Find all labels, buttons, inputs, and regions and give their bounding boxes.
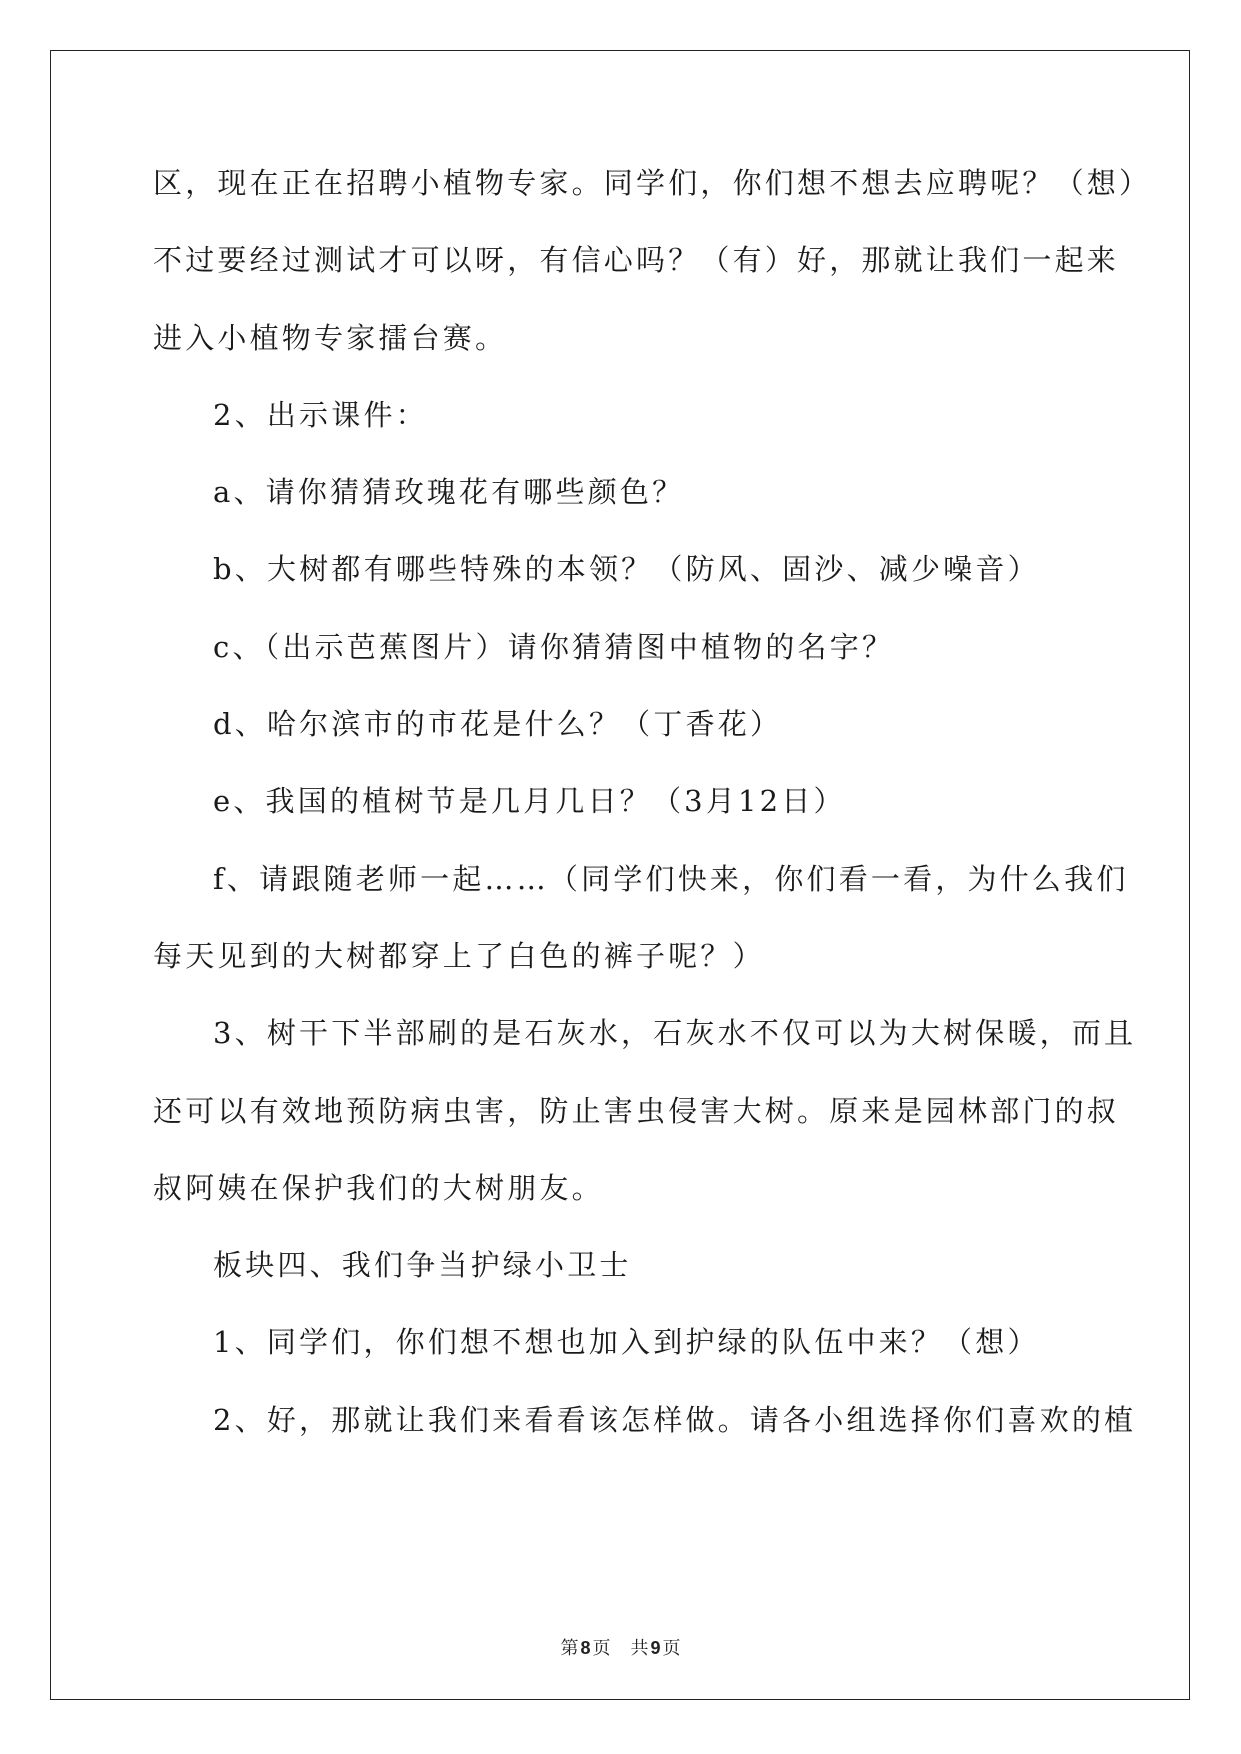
text-line: 3、树干下半部刷的是石灰水，石灰水不仅可以为大树保暖，而且 — [213, 1016, 1137, 1051]
text-line: 1、同学们，你们想不想也加入到护绿的队伍中来？（想） — [213, 1325, 1040, 1360]
text-line: d、哈尔滨市的市花是什么？（丁香花） — [213, 707, 783, 742]
total-suffix: 页 — [662, 1638, 681, 1659]
text-line: c、（出示芭蕉图片）请你猜猜图中植物的名字？ — [213, 629, 895, 664]
text-line: 2、好，那就让我们来看看该怎样做。请各小组选择你们喜欢的植 — [213, 1402, 1137, 1437]
text-line: 还可以有效地预防病虫害，防止害虫侵害大树。原来是园林部门的叔 — [153, 1093, 1120, 1128]
text-line: 不过要经过测试才可以呀，有信心吗？（有）好，那就让我们一起来 — [153, 243, 1120, 278]
text-line: 每天见到的大树都穿上了白色的裤子呢？） — [153, 938, 765, 973]
page-suffix: 页 — [592, 1638, 611, 1659]
page-footer — [0, 1634, 1241, 1660]
document-body — [153, 160, 1152, 1474]
current-page-number: 8 — [580, 1638, 591, 1658]
text-line: a、请你猜猜玫瑰花有哪些颜色？ — [213, 475, 685, 510]
text-line: 区，现在正在招聘小植物专家。同学们，你们想不想去应聘呢？（想） — [153, 166, 1152, 200]
text-line: e、我国的植树节是几月几日？（3月12日） — [213, 784, 846, 819]
page-prefix: 第 — [560, 1638, 579, 1659]
text-line: 进入小植物专家擂台赛。 — [153, 320, 508, 355]
text-line: 叔阿姨在保护我们的大树朋友。 — [153, 1170, 604, 1205]
total-prefix: 共 — [630, 1638, 649, 1659]
text-line: 2、出示课件： — [213, 397, 428, 432]
text-line: b、大树都有哪些特殊的本领？（防风、固沙、减少噪音） — [213, 552, 1040, 587]
text-line: f、请跟随老师一起……（同学们快来，你们看一看，为什么我们 — [213, 861, 1129, 896]
total-pages-number: 9 — [650, 1638, 661, 1658]
section-heading: 板块四、我们争当护绿小卫士 — [213, 1248, 632, 1283]
